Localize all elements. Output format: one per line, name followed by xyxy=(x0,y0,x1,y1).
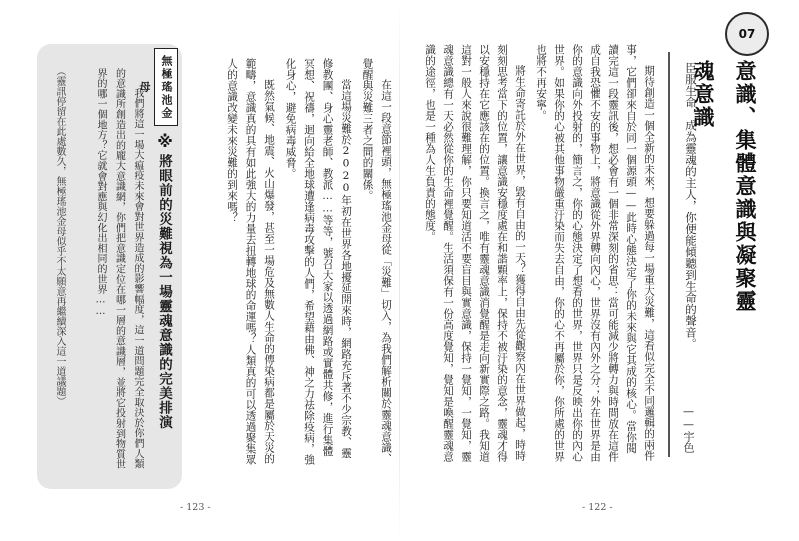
page-number-left: - 123 - xyxy=(180,502,211,513)
body-paragraph: 期待創造一個全新的未來，想要躲過每一場重大災難，這看似完全不同邏輯的兩件事，它們卻來自於同一個源頭——此時心態決定了你的未來與它其成的核心。當你閱讀完這一段靈訊後，想必會有一個非常深刻的省思：當可能減少將轉力與時間放在這件成自我恐懼不安的事物上，將意識從外界轉向內心，世界沒有內外之分；外在世界是由你的意識向外投射的，簡言之，你的心態決定了想看的世界，世界只是反映出你的內心世界。如果你的心被其他事物嚴重汙染而失去自由，你的心不再屬於你，你所處的世界也將不再安寧。 xyxy=(535,44,655,462)
deity-stamp: 無極瑤池金母 xyxy=(154,48,178,126)
page-number-right: - 122 - xyxy=(582,502,613,513)
box-paragraph: 我們將這一場大瘟疫未來會對世界造成的影響幅度，這一道問題完全取決於你們人類的意識所創造出的龐大意識網，你們把意識定位在哪一層的意識層，並將它投射到物質世界的哪一個地方？它就會對應與幻化出相同的世界…… xyxy=(95,68,143,470)
box-body xyxy=(72,68,146,478)
box-note: （靈訊停留在此處數久，無極瑤池金母似乎不太願意再繼續深入這一道議題） xyxy=(54,66,65,406)
left-body-text xyxy=(192,58,395,466)
reference-mark-icon: ※ xyxy=(157,132,173,151)
body-paragraph: 在這一段意節裡頭，無極瑤池金母從「災難」切入，為我們解析關於靈魂意識、覺醒與災難三者之間的關係。 xyxy=(361,58,392,465)
chapter-number-badge: 07 xyxy=(725,12,769,56)
right-body-text xyxy=(425,44,658,464)
epigraph-rule xyxy=(668,52,670,457)
chapter-epigraph: 臣服生命，成為靈魂的主人，你便能傾聽到生命的聲音。 xyxy=(684,62,698,350)
box-heading: 將眼前的災難視為一場靈魂意識的完美排演 xyxy=(156,154,172,430)
body-paragraph: 當這場災難於2020年初在世界各地擾延開來時，網路充斥著不少宗教、靈修教團、身心靈老師、教派……等等，號召大家以透過網路或實體共修，進行集體冥想、祝禱，迴向給全地球遭逢病毒攻擊的人們，希望藉由佛、神之力祛除疫病，強化身心，避免病毒威脅。 xyxy=(284,58,352,465)
body-paragraph: 既然氣候、地震、火山爆發，甚至一場危及無數人生命的傳染病都是屬於天災的範疇，意識真的具有如此強大的力量去扭轉地球的命運嗎？人類真的可以透過聚集眾人的意識改變未來災難的到來嗎？ xyxy=(226,58,275,465)
chapter-title: 意識、集體意識與凝聚靈魂意識 xyxy=(691,60,757,313)
epigraph-attribution: ——宇色 xyxy=(682,405,695,453)
body-paragraph: 將生命寄託於外在世界，毀有自由的一天？獲得自由先從觀察內在世界做起，時時刻刻思考當下的位置，讓意識安穩度處在和諧顆率上，保持不被汙染的意念，靈魂才得以安穩持在它應該在的位置。換言之，唯有靈魂意識消覺醒是走向新實際之路。我知道這對一般人來說很難理解，你只要知道活不要盲目與實意識，保持一覺知，一覺知，靈魂意識總有一天必然從你的生命裡覺醒。生活須保有一份高度覺知，覺知是喚醒靈魂意識的途徑，也是一種為人生負責的態度。 xyxy=(424,44,526,462)
